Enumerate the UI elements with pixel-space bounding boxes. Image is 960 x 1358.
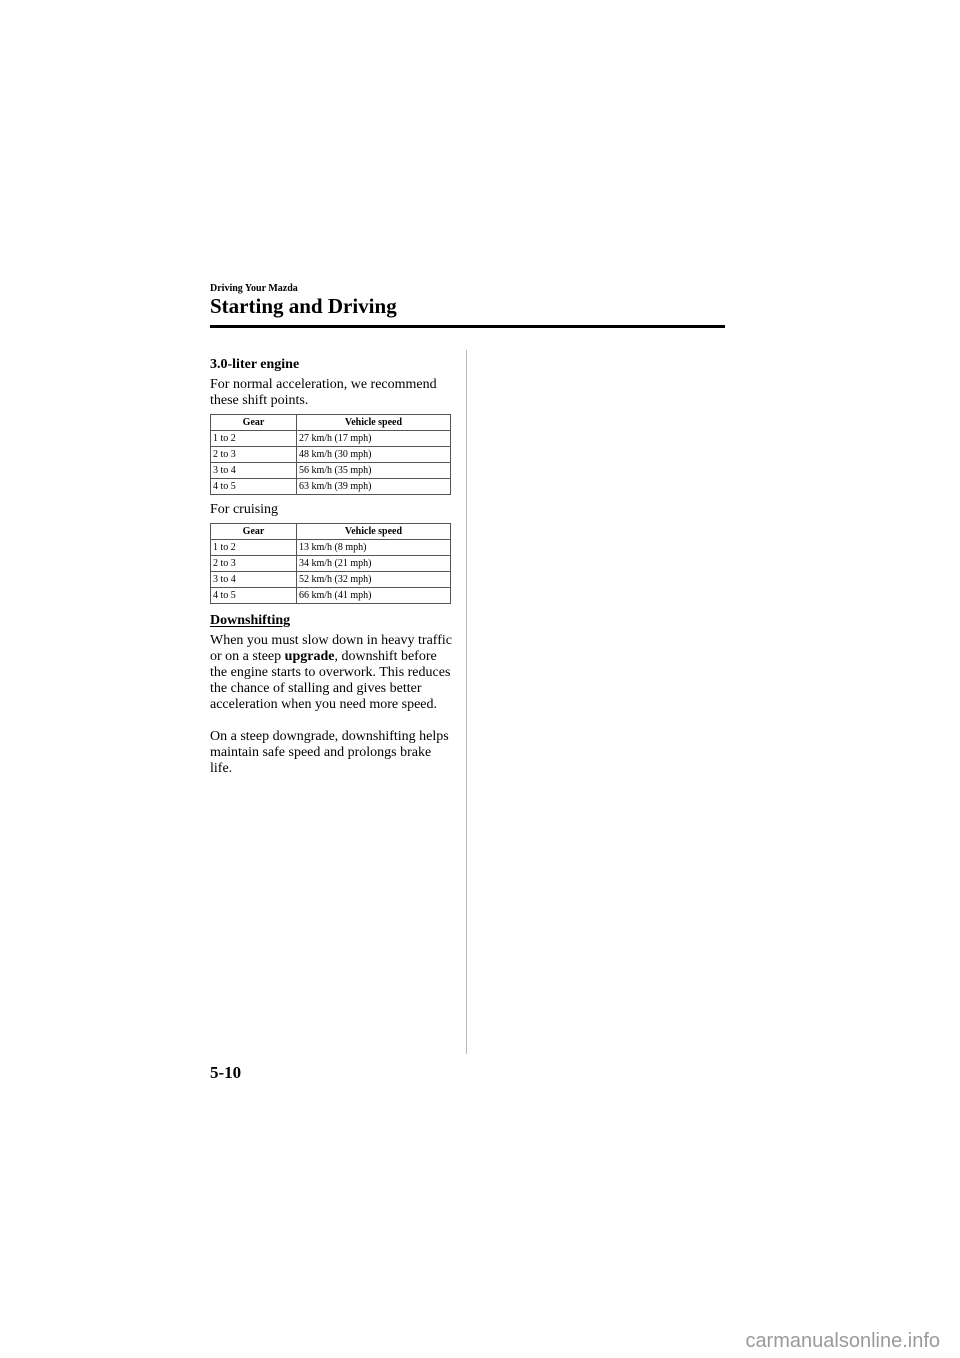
- column-header-gear: Gear: [211, 415, 297, 431]
- gear-cell: 4 to 5: [211, 588, 297, 604]
- page-number: 5-10: [210, 1063, 242, 1082]
- table-row: [211, 431, 451, 447]
- paragraph-text: , downshift before the engine starts to overwork. This reduces the chance of stalling and gives better acceleration when you need more speed.: [210, 649, 451, 712]
- table-header-row: [211, 415, 451, 431]
- speed-cell: 66 km/h (41 mph): [297, 588, 451, 604]
- table-row: [211, 572, 451, 588]
- speed-cell: 34 km/h (21 mph): [297, 556, 451, 572]
- table-row: [211, 556, 451, 572]
- acceleration-shift-table: [210, 414, 451, 495]
- column-divider: [466, 350, 467, 1054]
- table-header-row: [211, 524, 451, 540]
- upgrade-term: upgrade: [284, 649, 335, 664]
- gear-cell: 3 to 4: [211, 572, 297, 588]
- speed-cell: 48 km/h (30 mph): [297, 447, 451, 463]
- table-row: [211, 479, 451, 495]
- speed-cell: 56 km/h (35 mph): [297, 463, 451, 479]
- paragraph-text: When you must slow down in heavy traffic or on a steep: [210, 633, 452, 664]
- table-row: [211, 588, 451, 604]
- column-header-vehicle-speed: Vehicle speed: [297, 524, 451, 540]
- gear-cell: 2 to 3: [211, 556, 297, 572]
- speed-cell: 13 km/h (8 mph): [297, 540, 451, 556]
- header-rule: [210, 325, 725, 328]
- column-header-gear: Gear: [211, 524, 297, 540]
- watermark: carmanualsonline.info: [745, 1330, 940, 1352]
- downshifting-paragraph-1: [210, 633, 455, 713]
- downshifting-title: Downshifting: [210, 613, 291, 628]
- speed-cell: 52 km/h (32 mph): [297, 572, 451, 588]
- gear-cell: 1 to 2: [211, 540, 297, 556]
- gear-cell: 3 to 4: [211, 463, 297, 479]
- cruising-shift-table: [210, 523, 451, 604]
- table-row: [211, 540, 451, 556]
- downshifting-paragraph-2: On a steep downgrade, downshifting helps maintain safe speed and prolongs brake life.: [210, 729, 449, 776]
- column-header-vehicle-speed: Vehicle speed: [297, 415, 451, 431]
- chapter-title: Starting and Driving: [210, 294, 397, 318]
- table-row: [211, 447, 451, 463]
- gear-cell: 4 to 5: [211, 479, 297, 495]
- acceleration-intro: For normal acceleration, we recommend these shift points.: [210, 377, 437, 408]
- section-label: Driving Your Mazda: [210, 283, 298, 294]
- gear-cell: 1 to 2: [211, 431, 297, 447]
- speed-cell: 27 km/h (17 mph): [297, 431, 451, 447]
- cruising-intro: For cruising: [210, 502, 279, 517]
- speed-cell: 63 km/h (39 mph): [297, 479, 451, 495]
- gear-cell: 2 to 3: [211, 447, 297, 463]
- table-row: [211, 463, 451, 479]
- engine-heading: 3.0-liter engine: [210, 357, 300, 372]
